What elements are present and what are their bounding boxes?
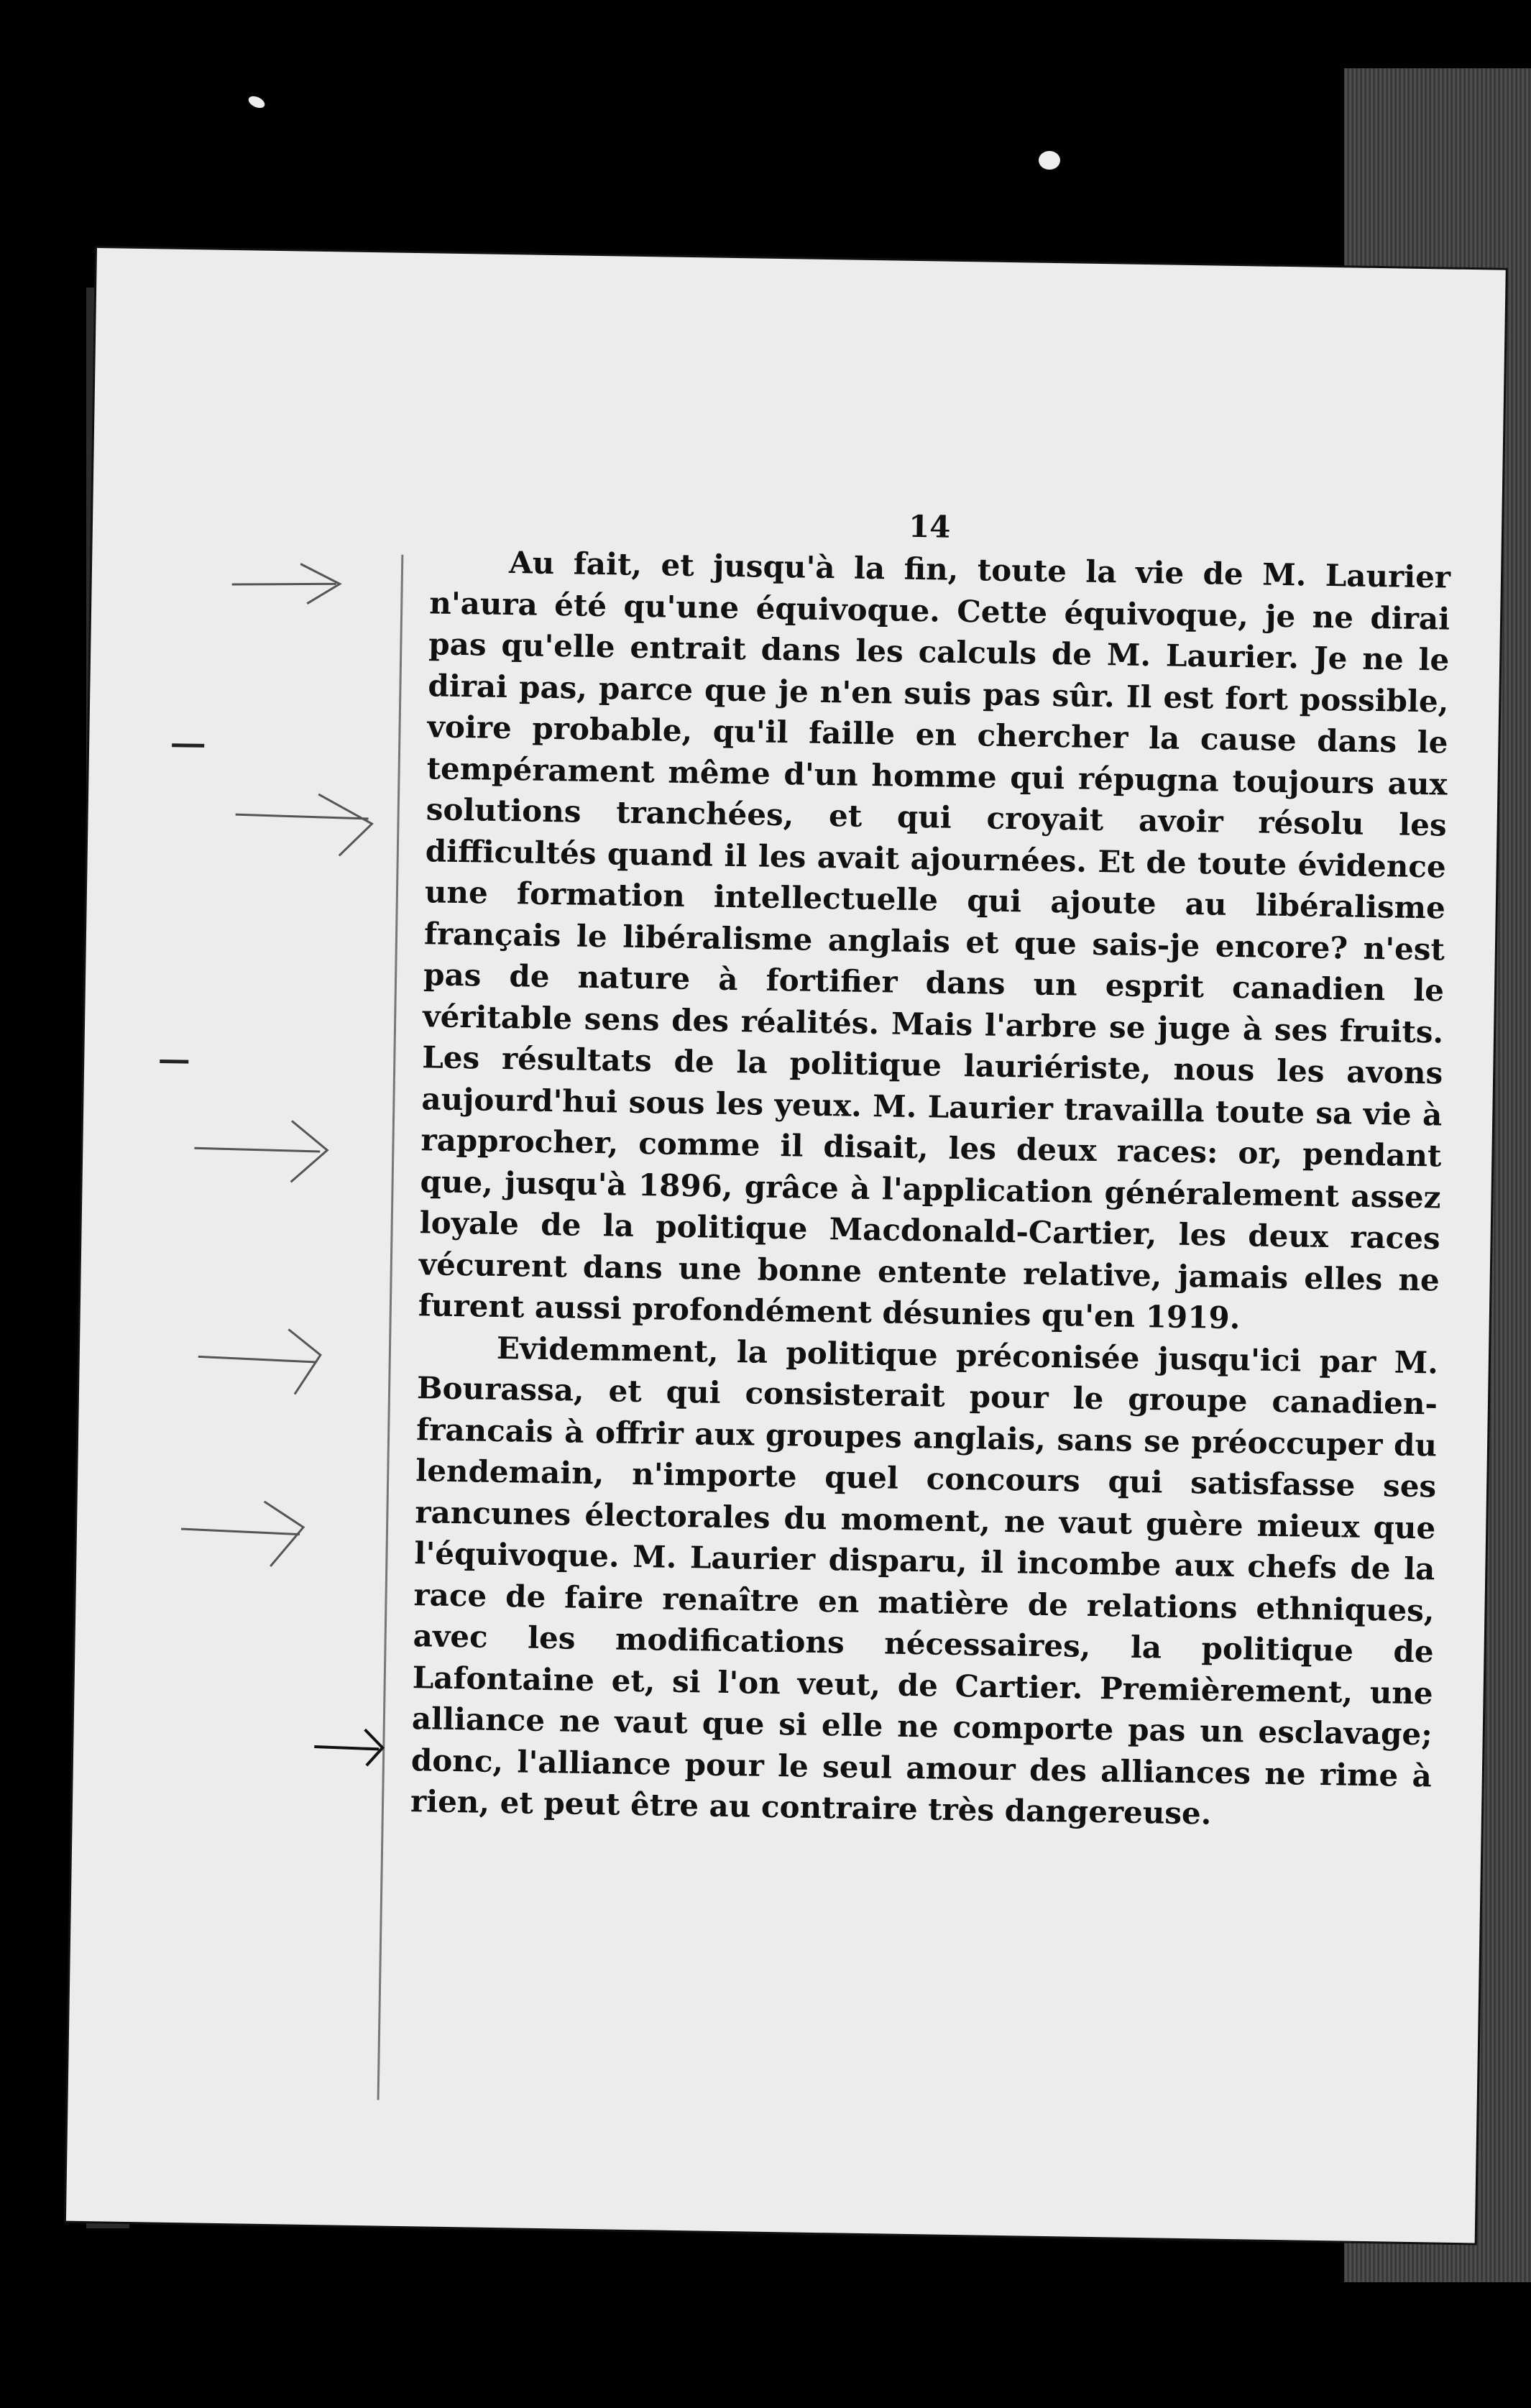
paragraph: Evidemment, la politique préconisée jusqu'ici par M. Bourassa, et qui consisterait pour le groupe canadien-francais à offrir aux groupes anglais, sans se préoccuper du lendemain, n'importe quel concours qui satisfasse ses rancunes électorales du moment, ne vaut guère mieux que l'équivoque. M. Laurier disparu, il incombe aux chefs de la race de faire renaître en matière de relations ethniques, avec les modifications nécessaires, la politique de Lafontaine et, si l'on veut, de Cartier. Premièrement, une alliance ne vaut que si elle ne comporte pas un esclavage; donc, l'alliance pour le seul amour des alliances ne rime à rien, et peut être au contraire très dangereuse. bbox=[410, 1330, 1439, 1832]
ink-arrow-icon bbox=[311, 1718, 397, 1770]
pencil-dash-icon bbox=[168, 738, 211, 753]
pencil-arrow-icon bbox=[194, 1320, 354, 1402]
pencil-arrow-icon bbox=[231, 782, 398, 864]
pencil-dash-icon bbox=[156, 1054, 199, 1069]
pencil-arrow-icon bbox=[228, 552, 372, 612]
page-number: 14 bbox=[908, 508, 951, 545]
paragraph: Au fait, et jusqu'à la fin, toute la vie de M. Laurier n'aura été qu'une équivoque. Cette équivoque, je ne dirai pas qu'elle entrait dans les calculs de M. Laurier. Je ne le dirai pas, parce que je n'en suis pas sûr. Il est fort possible, voire probable, qu'il faille en chercher la cause dans le tempérament même d'un homme qui répugna toujours aux solutions tranchées, et qui croyait avoir résolu les difficultés quand il les avait ajournées. Et de toute évidence une formation intellectuelle qui ajoute au libéralisme français le libéralisme anglais et que sais-je encore? n'est pas de nature à fortifier dans un esprit canadien le véritable sens des réalités. Mais l'arbre se juge à ses fruits. Les résultats de la politique lauriériste, nous les avons aujourd'hui sous les yeux. M. Laurier travailla toute sa vie à rapprocher, comme il disait, les deux races: or, pendant que, jusqu'à 1896, grâce à l'application généralement assez loyale de la politique Macdonald-Cartier, les deux races vécurent dans une bonne entente relative, jamais elles ne furent aussi profondément désunies qu'en 1919. bbox=[418, 545, 1451, 1336]
pencil-arrow-icon bbox=[190, 1112, 364, 1194]
pencil-arrow-icon bbox=[177, 1493, 336, 1574]
dust-speck bbox=[247, 94, 267, 111]
body-text bbox=[410, 541, 1451, 1838]
document-page bbox=[66, 248, 1506, 2243]
dust-speck bbox=[1039, 151, 1060, 170]
